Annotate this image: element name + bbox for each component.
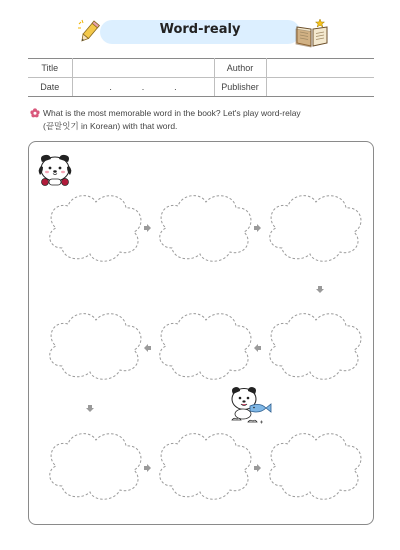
puppy-with-fish-icon: [226, 384, 272, 426]
publisher-label: Publisher: [214, 78, 266, 97]
title-label: Title: [28, 59, 72, 78]
author-field[interactable]: [266, 59, 374, 78]
page-title: Word-realy: [159, 22, 241, 37]
book-info-table: [28, 58, 374, 97]
info-row-date: [28, 78, 374, 97]
publisher-field[interactable]: [266, 78, 374, 97]
open-book-icon: [294, 18, 330, 48]
date-separator: .: [174, 82, 177, 92]
date-label: Date: [28, 78, 72, 97]
instruction-line-1: What is the most memorable word in the book? Let's play word-relay: [43, 108, 301, 118]
instruction-line-2: (끝말잇기 in Korean) with that word.: [43, 121, 178, 131]
info-row-title: [28, 59, 374, 78]
puppy-mascot-icon: [36, 152, 74, 188]
author-label: Author: [214, 59, 266, 78]
header: [0, 0, 400, 52]
date-separator: .: [141, 82, 145, 92]
word-relay-board: [28, 141, 374, 525]
date-field[interactable]: [72, 78, 214, 97]
flower-icon: [30, 108, 40, 118]
title-field[interactable]: [72, 59, 214, 78]
date-separator: .: [109, 82, 112, 92]
